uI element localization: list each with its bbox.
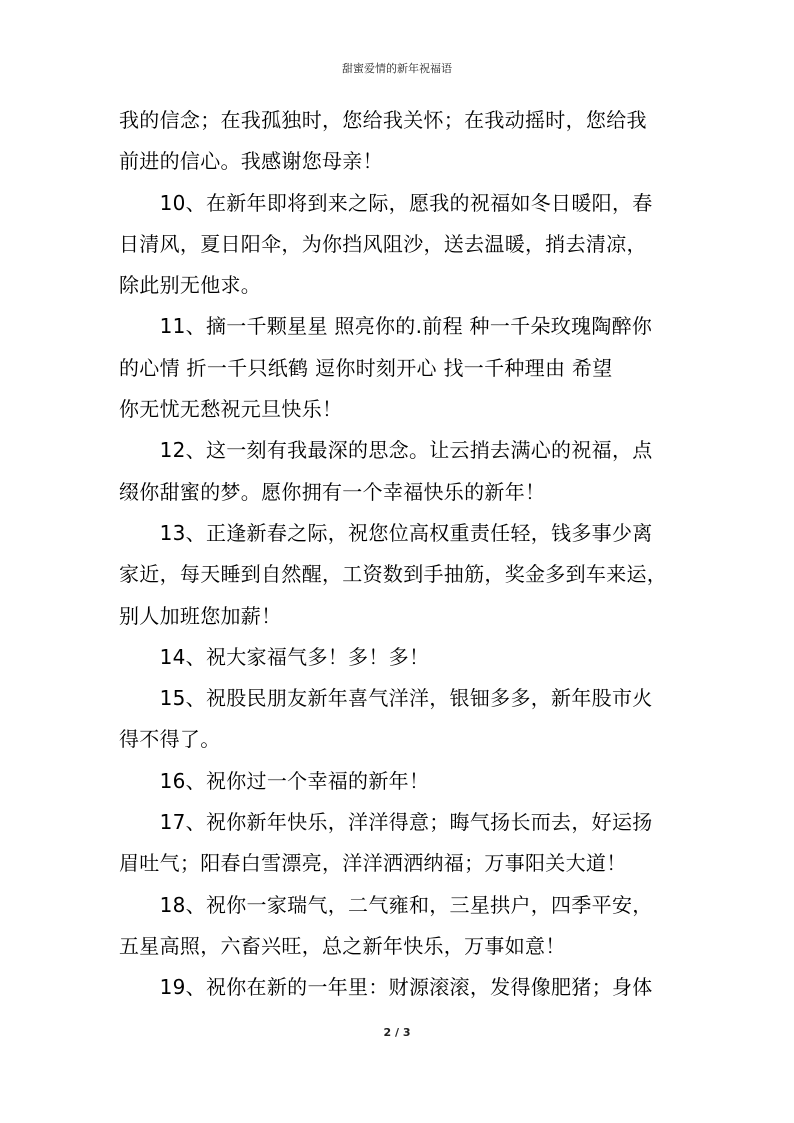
paragraph: 14、祝大家福气多！多！多！ — [119, 644, 430, 669]
paragraph: 17、祝你新年快乐，洋洋得意；晦气扬长而去，好运扬 眉吐气；阳春白雪漂亮，洋洋洒洒纳福；万事阳关大道！ — [119, 810, 653, 876]
paragraph: 16、祝你过一个幸福的新年！ — [119, 768, 430, 793]
paragraph: 19、祝你在新的一年里：财源滚滚，发得像肥猪；身体 — [119, 975, 653, 1000]
paragraph: 18、祝你一家瑞气，二气雍和，三星拱户，四季平安， 五星高照，六畜兴旺，总之新年快乐，万事如意！ — [119, 892, 653, 958]
paragraph: 10、在新年即将到来之际，愿我的祝福如冬日暖阳，春 日清风，夏日阳伞，为你挡风阻沙，送去温暖，捎去清凉， 除此别无他求。 — [119, 190, 653, 298]
page-number: 2 / 3 — [383, 1026, 411, 1039]
page-header-title: 甜蜜爱情的新年祝福语 — [342, 62, 452, 75]
paragraph: 11、摘一千颗星星 照亮你的.前程 种一千朵玫瑰陶醉你 的心情 折一千只纸鹤 逗你时刻开心 找一千种理由 希望 你无忧无愁祝元旦快乐！ — [119, 314, 653, 422]
paragraph: 15、祝股民朋友新年喜气洋洋，银钿多多，新年股市火 得不得了。 — [119, 686, 653, 752]
paragraph: 13、正逢新春之际，祝您位高权重责任轻，钱多事少离 家近，每天睡到自然醒，工资数到手抽筋，奖金多到车来运， 别人加班您加薪！ — [119, 520, 668, 628]
paragraph: 我的信念；在我孤独时，您给我关怀；在我动摇时，您给我 前进的信心。我感谢您母亲！ — [119, 108, 647, 174]
document-body — [119, 100, 679, 1009]
paragraph: 12、这一刻有我最深的思念。让云捎去满心的祝福，点 缀你甜蜜的梦。愿你拥有一个幸福快乐的新年！ — [119, 438, 653, 504]
